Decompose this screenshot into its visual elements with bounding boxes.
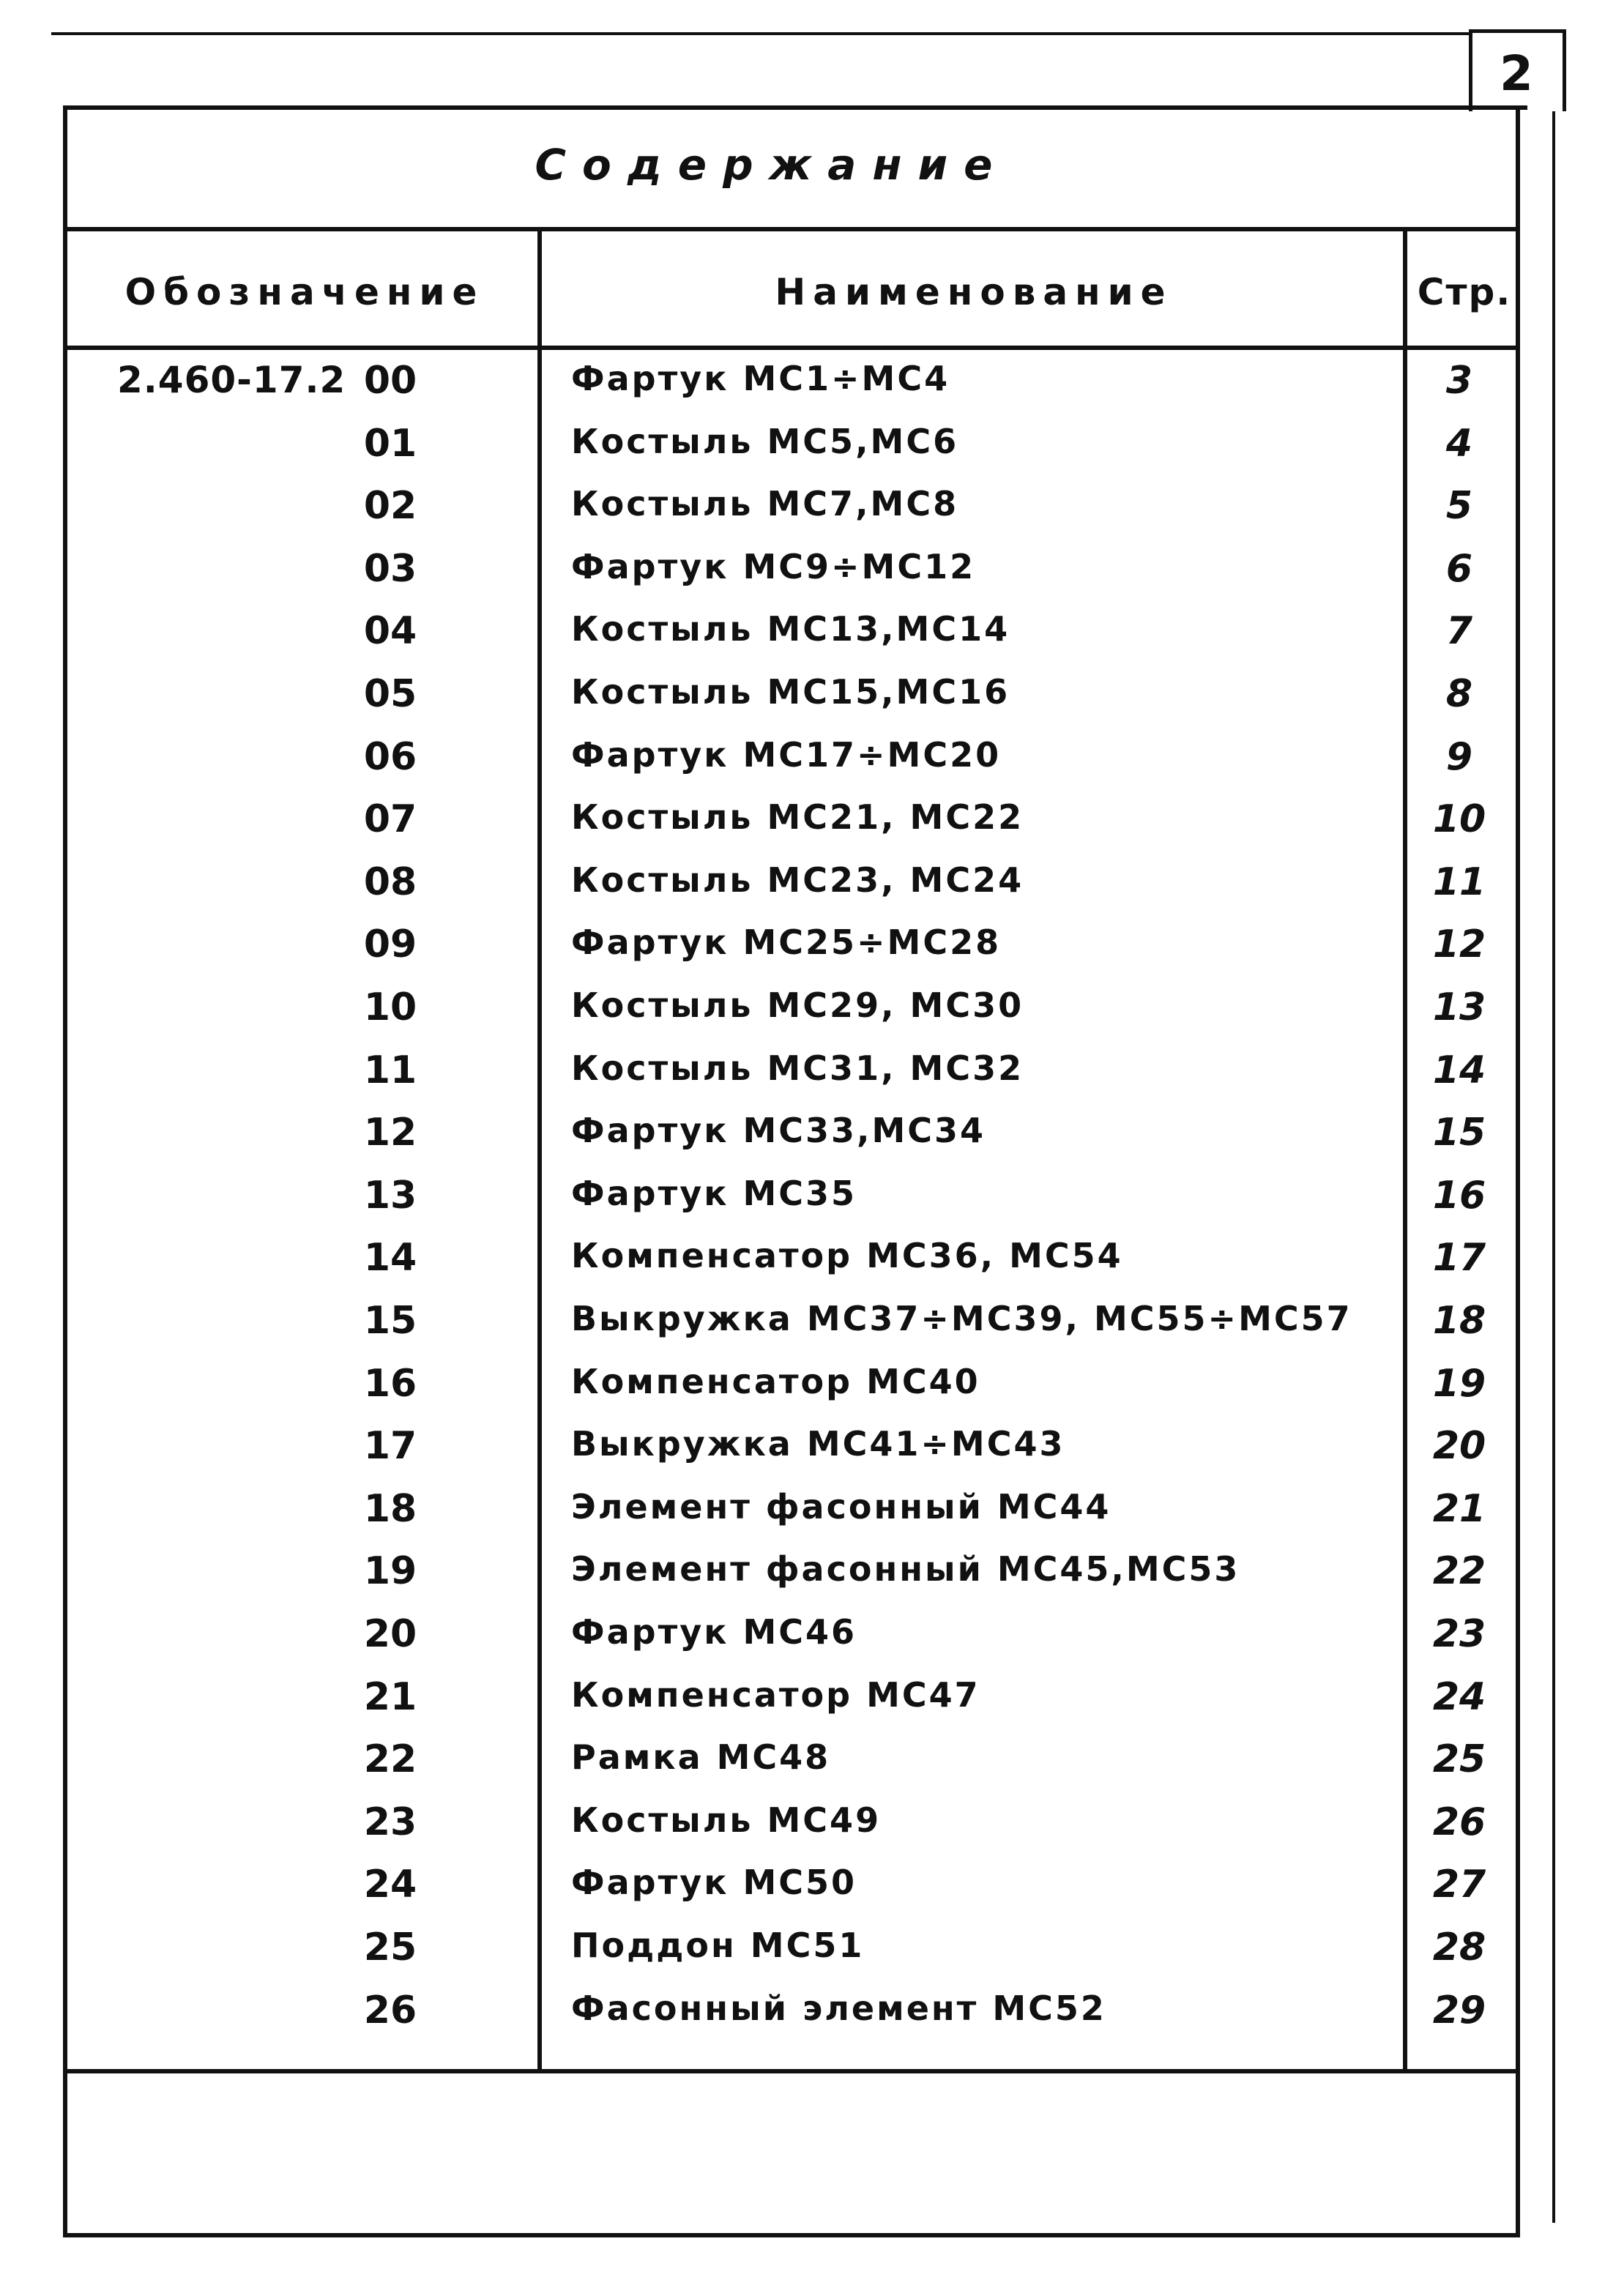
table-outer-bottom (63, 2233, 1517, 2237)
row-name: Компенсатор МС36, МС54 (571, 1236, 1123, 1275)
row-page: 10 (1432, 797, 1486, 841)
row-page: 21 (1432, 1487, 1486, 1531)
row-code: 18 (363, 1487, 417, 1531)
row-page: 11 (1432, 860, 1486, 904)
row-page: 19 (1432, 1362, 1486, 1406)
row-page: 4 (1445, 422, 1473, 466)
row-page: 25 (1432, 1737, 1486, 1781)
row-code: 24 (363, 1863, 417, 1906)
row-name: Рамка МС48 (571, 1737, 831, 1777)
row-code: 12 (363, 1111, 417, 1155)
row-code: 23 (363, 1800, 417, 1844)
row-page: 15 (1432, 1111, 1486, 1155)
margin-line-right (1552, 111, 1555, 2223)
row-page: 17 (1432, 1236, 1486, 1280)
row-page: 23 (1432, 1612, 1486, 1656)
row-name: Фартук МС50 (571, 1863, 857, 1902)
row-code: 10 (363, 985, 417, 1029)
sheet-number-box-right (1563, 29, 1566, 111)
row-name: Костыль МС15,МС16 (571, 672, 1010, 712)
row-page: 28 (1432, 1926, 1486, 1969)
row-page: 8 (1445, 672, 1473, 716)
row-page: 26 (1432, 1800, 1486, 1844)
row-code: 02 (363, 484, 417, 528)
row-page: 6 (1445, 547, 1473, 591)
row-code: 05 (363, 672, 417, 716)
row-page: 12 (1432, 922, 1486, 966)
row-page: 7 (1445, 609, 1473, 653)
row-name: Компенсатор МС47 (571, 1675, 980, 1715)
row-code: 06 (363, 735, 417, 779)
row-page: 24 (1432, 1675, 1486, 1719)
row-name: Фартук МС46 (571, 1612, 857, 1652)
row-code: 08 (363, 860, 417, 904)
row-page: 22 (1432, 1549, 1486, 1593)
row-code: 13 (363, 1174, 417, 1218)
row-name: Костыль МС5,МС6 (571, 422, 959, 461)
row-code: 25 (363, 1926, 417, 1969)
row-name: Фартук МС1÷МС4 (571, 359, 950, 398)
row-code: 14 (363, 1236, 417, 1280)
row-code: 11 (363, 1048, 417, 1092)
table-outer-top (63, 105, 1527, 110)
column-header-code: Обозначение (124, 271, 485, 313)
row-series: 2.460-17.2 (117, 359, 346, 401)
row-code: 16 (363, 1362, 417, 1406)
title-separator (63, 227, 1520, 231)
row-code: 01 (363, 422, 417, 466)
row-name: Фартук МС33,МС34 (571, 1111, 986, 1150)
column-divider-code-name (537, 228, 542, 2072)
footer-separator (63, 2069, 1520, 2073)
row-name: Костыль МС21, МС22 (571, 797, 1024, 837)
page-title: Содержание (535, 140, 1009, 190)
row-name: Фасонный элемент МС52 (571, 1988, 1106, 2028)
row-page: 3 (1445, 359, 1473, 403)
row-page: 20 (1432, 1424, 1486, 1468)
row-name: Выкружка МС41÷МС43 (571, 1424, 1065, 1464)
row-page: 18 (1432, 1299, 1486, 1343)
row-code: 19 (363, 1549, 417, 1593)
row-page: 5 (1445, 484, 1473, 528)
row-code: 00 (363, 359, 417, 403)
row-name: Фартук МС25÷МС28 (571, 922, 1002, 962)
table-outer-left (63, 105, 67, 2237)
row-name: Костыль МС49 (571, 1800, 882, 1840)
row-name: Костыль МС23, МС24 (571, 860, 1024, 900)
sheet-number: 2 (1500, 45, 1533, 102)
row-name: Костыль МС29, МС30 (571, 985, 1024, 1025)
row-code: 03 (363, 547, 417, 591)
row-code: 07 (363, 797, 417, 841)
row-code: 20 (363, 1612, 417, 1656)
row-page: 13 (1432, 985, 1486, 1029)
row-name: Элемент фасонный МС44 (571, 1487, 1111, 1527)
table-outer-right (1516, 105, 1520, 2237)
sheet-number-box-top (1470, 29, 1565, 33)
row-name: Выкружка МС37÷МС39, МС55÷МС57 (571, 1299, 1352, 1338)
row-name: Костыль МС31, МС32 (571, 1048, 1024, 1088)
row-name: Фартук МС9÷МС12 (571, 547, 976, 586)
row-name: Фартук МС17÷МС20 (571, 735, 1002, 775)
row-name: Костыль МС7,МС8 (571, 484, 959, 523)
row-code: 21 (363, 1675, 417, 1719)
row-name: Костыль МС13,МС14 (571, 609, 1010, 649)
column-header-page: Стр. (1417, 271, 1512, 313)
row-code: 04 (363, 609, 417, 653)
row-code: 26 (363, 1988, 417, 2032)
row-page: 16 (1432, 1174, 1486, 1218)
row-page: 14 (1432, 1048, 1486, 1092)
row-name: Элемент фасонный МС45,МС53 (571, 1549, 1240, 1589)
row-code: 15 (363, 1299, 417, 1343)
row-code: 17 (363, 1424, 417, 1468)
row-name: Компенсатор МС40 (571, 1362, 980, 1401)
row-page: 27 (1432, 1863, 1486, 1906)
top-border-line (51, 32, 1470, 35)
column-header-name: Наименование (775, 271, 1173, 313)
row-page: 9 (1445, 735, 1473, 779)
row-page: 29 (1432, 1988, 1486, 2032)
row-code: 09 (363, 922, 417, 966)
row-name: Поддон МС51 (571, 1926, 865, 1965)
row-code: 22 (363, 1737, 417, 1781)
header-separator (63, 346, 1520, 350)
row-name: Фартук МС35 (571, 1174, 857, 1213)
